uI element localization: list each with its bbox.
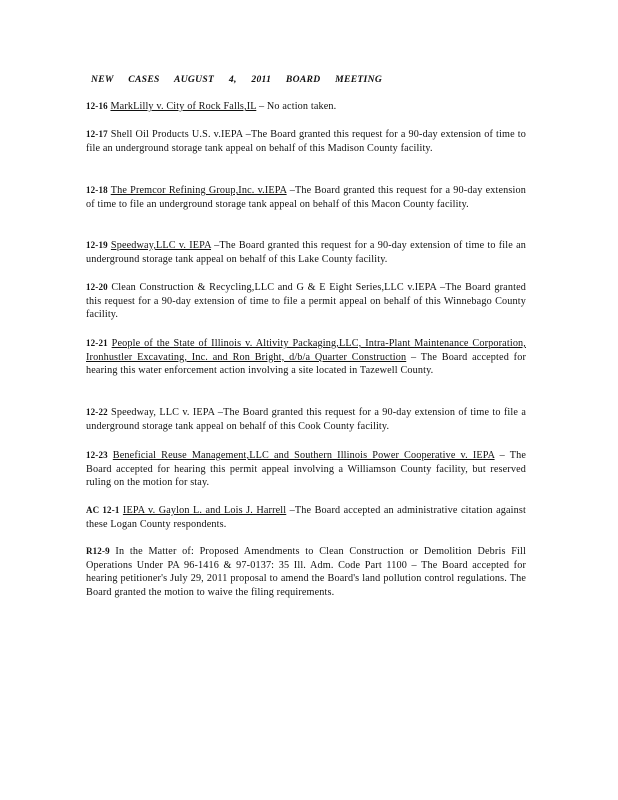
case-entry <box>86 281 526 322</box>
case-caption: Beneficial Reuse Management,LLC and Southern Illinois Power Cooperative v. IEPA <box>112 450 495 461</box>
page-heading: NEW CASES AUGUST 4, 2011 BOARD MEETING <box>91 74 383 85</box>
case-entry <box>86 239 526 266</box>
case-text: Shell Oil Products U.S. v.IEPA –The Board granted this request for a 90-day extension of time to file an underground storage tank appeal on behalf of this Madison County facility. <box>86 129 527 154</box>
case-number: 12-20 <box>86 282 108 292</box>
case-entry <box>86 128 526 155</box>
case-text: – The Board accepted for hearing this permit appeal involving a Williamson County facility, but reserved ruling on the motion for stay. <box>86 450 526 489</box>
case-text: In the Matter of: Proposed Amendments to Clean Construction or Demolition Debris Fill Operations Under PA 96-1416 & 97-0137: 35 Ill. Adm. Code Part 1100 – The Board accepted for hearing petitioner's July 29, 2011 proposal to amend the Board's land pollution control regulations. The Board granted the motion to waive the filing requirements. <box>86 546 526 598</box>
case-number: 12-22 <box>86 407 108 417</box>
case-number: 12-17 <box>86 129 108 139</box>
case-entry <box>86 100 526 114</box>
case-caption: The Premcor Refining Group,Inc. v.IEPA <box>110 185 287 196</box>
case-entry <box>86 504 526 531</box>
case-text: Speedway, LLC v. IEPA –The Board granted this request for a 90-day extension of time to file a underground storage tank appeal on behalf of this Cook County facility. <box>86 407 526 432</box>
case-caption: MarkLilly v. City of Rock Falls,IL <box>110 101 257 112</box>
case-number: AC 12-1 <box>86 505 120 515</box>
case-caption: Speedway,LLC v. IEPA <box>110 240 212 251</box>
case-text: –The Board granted this request for a 90-day extension of time to file an underground storage tank appeal on behalf of this Macon County facility. <box>86 185 527 210</box>
case-text: – The Board accepted for hearing this water enforcement action involving a site located in Tazewell County. <box>86 351 526 377</box>
case-number: 12-21 <box>86 338 108 348</box>
case-entry <box>86 406 526 433</box>
case-text: – No action taken. <box>256 101 337 112</box>
case-entry <box>86 337 526 378</box>
case-text: –The Board granted this request for a 90-day extension of time to file an underground storage tank appeal on behalf of this Lake County facility. <box>86 240 526 265</box>
case-caption: IEPA v. Gaylon L. and Lois J. Harrell <box>122 505 287 516</box>
case-entry <box>86 545 526 599</box>
case-entry <box>86 184 526 211</box>
case-number: 12-23 <box>86 450 108 460</box>
case-number: R12-9 <box>86 546 110 556</box>
case-text: Clean Construction & Recycling,LLC and G & E Eight Series,LLC v.IEPA –The Board granted this request for a 90-day extension of time to file a permit appeal on behalf of this Winnebago County facility. <box>86 282 526 321</box>
case-number: 12-18 <box>86 185 108 195</box>
case-caption: People of the State of Illinois v. Altivity Packaging,LLC, Intra-Plant Maintenance Corporation, Ironhustler Excavating, Inc. and Ron Bright, d/b/a Quarter Construction <box>86 338 526 363</box>
case-entry <box>86 449 526 490</box>
case-number: 12-16 <box>86 101 108 111</box>
case-text: –The Board accepted an administrative citation against these Logan County respondents. <box>86 505 526 530</box>
case-number: 12-19 <box>86 240 108 250</box>
